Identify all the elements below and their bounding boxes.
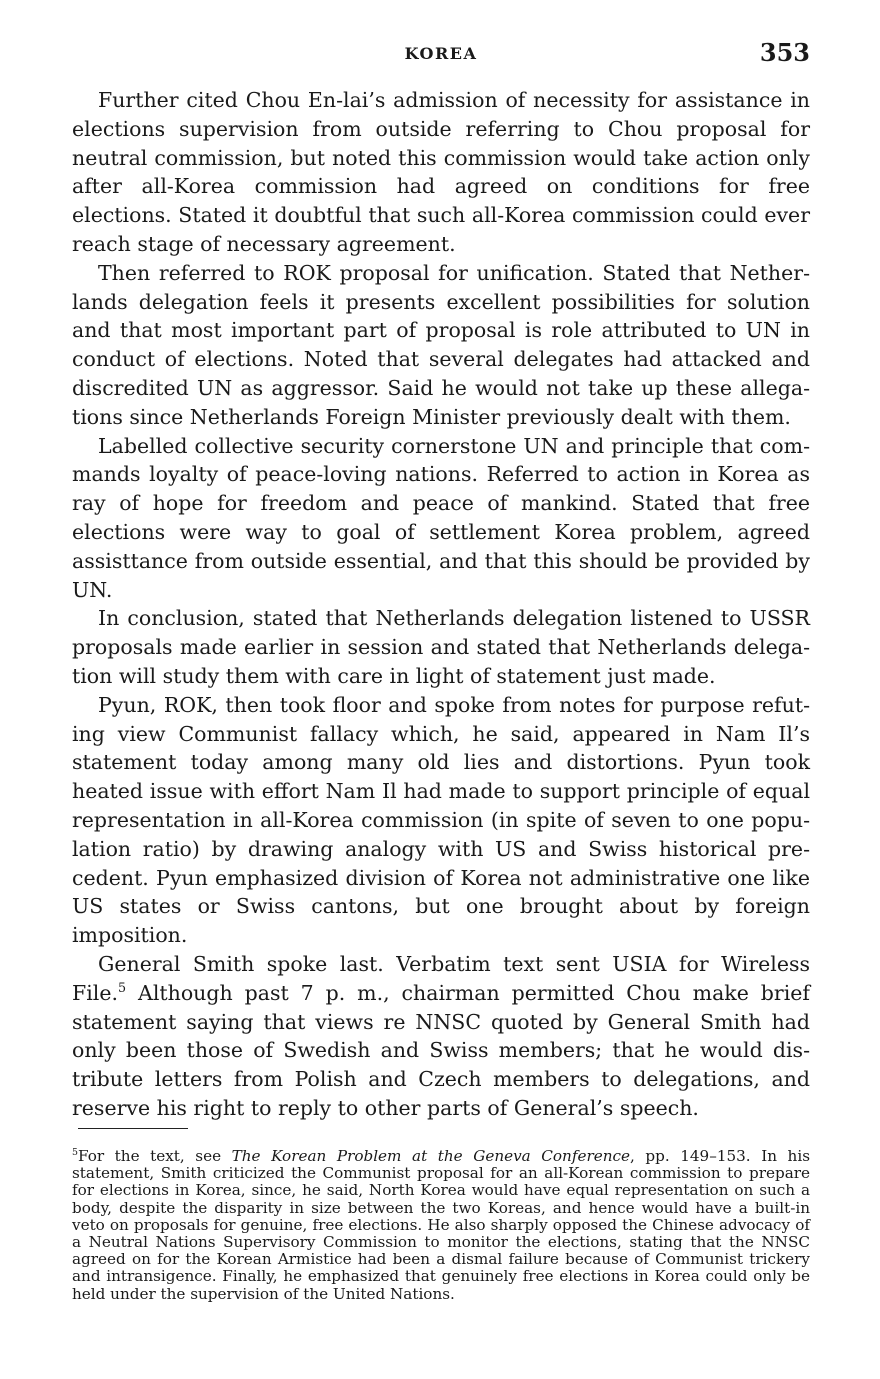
- running-title: KOREA: [404, 44, 478, 63]
- footnote-cited-title: The Korean Problem at the Geneva Conference: [231, 1147, 630, 1165]
- paragraph: Pyun, ROK, then took floor and spoke from notes for purpose refuting view Communist fallacy which, he said, appeared in Nam Il’s statement today among many old lies and distortions. Pyun took heated issue with effort Nam Il had made to support principle of equal representation in all-Korea commission (in spite of seven to one population ratio) by drawing analogy with US and Swiss historical precedent. Pyun emphasized division of Korea not administrative one like US states or Swiss cantons, but one brought about by foreign imposition.: [72, 692, 810, 948]
- paragraph: Further cited Chou En-lai’s admission of necessity for assistance in elections supervision from outside referring to Chou proposal for neutral commission, but noted this commission would take action only after all-Korea commission had agreed on conditions for free elections. Stated it doubtful that such all-Korea commission could ever reach stage of necessary agreement.: [72, 88, 810, 256]
- paragraph: Labelled collective security cornerstone UN and principle that commands loyalty of peace-loving nations. Referred to action in Korea as ray of hope for freedom and peace of mankind. Stated that free elections were way to goal of settlement Korea problem, agreed assisttance from outside essential, and that this should be provided by UN.: [72, 433, 810, 602]
- footnote-text: , pp. 149–153. In his statement, Smith criticized the Communist proposal for an all-Korean commission to prepare for elections in Korea, since, he said, North Korea would have equal representation on such a body, despite the disparity in size between the two Koreas, and hence would have a built-in veto on proposals for genuine, free elections. He also sharply opposed the Chinese advocacy of a Neutral Nations Supervisory Commission to monitor the elections, stating that the NNSC agreed on for the Korean Armistice had been a dismal failure because of Communist trickery and intransigence. Finally, he emphasized that genuinely free elections in Korea could only be held under the supervision of the United Nations.: [72, 1147, 810, 1303]
- paragraph: In conclusion, stated that Netherlands delegation listened to USSR proposals made earlier in session and stated that Netherlands delegation will study them with care in light of statement just made.: [72, 606, 810, 688]
- paragraph-text: Although past 7 p. m., chairman permitted Chou make brief statement saying that views re NNSC quoted by General Smith had only been those of Swedish and Swiss members; that he would distribute letters from Polish and Czech members to delegations, and reserve his right to reply to other parts of General’s speech.: [72, 980, 810, 1120]
- footnote-rule: [78, 1128, 188, 1129]
- footnote-marker: 5: [72, 1146, 78, 1158]
- paragraph: Then referred to ROK proposal for unification. Stated that Netherlands delegation feels it presents excellent possibilities for solution and that most important part of proposal is role attributed to UN in conduct of elections. Noted that several delegates had attacked and discredited UN as aggressor. Said he would not take up these allegations since Netherlands Foreign Minister previously dealt with them.: [72, 260, 810, 429]
- footnote-reference[interactable]: 5: [118, 979, 127, 995]
- paragraph-last: [72, 950, 810, 1123]
- running-head: [72, 38, 810, 70]
- paragraph-text: General Smith spoke last. Verbatim text sent USIA for Wireless File.: [72, 951, 810, 1005]
- footnote-lead: For the text, see: [78, 1147, 232, 1165]
- footnote: [72, 1148, 810, 1303]
- body-text: [72, 86, 810, 1123]
- page-number: 353: [759, 38, 810, 67]
